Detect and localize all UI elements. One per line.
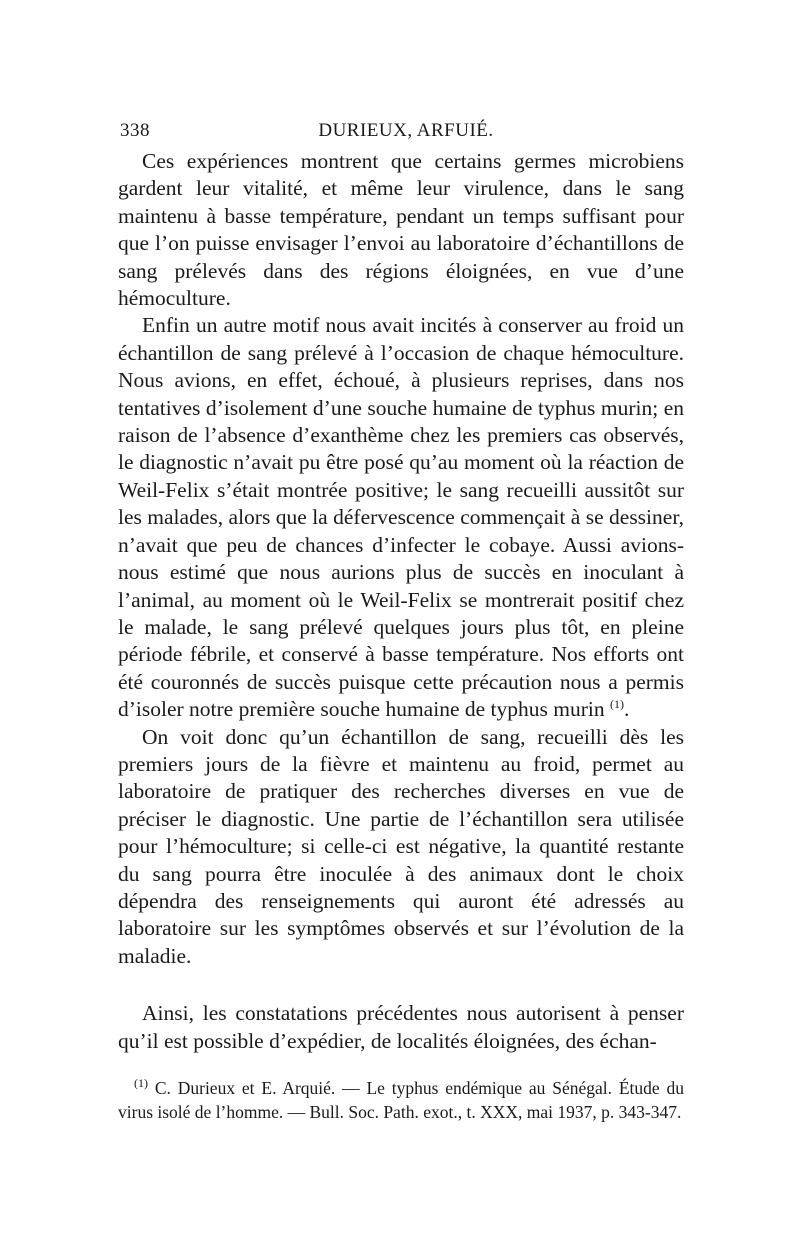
paragraph-3: On voit donc qu’un échantillon de sang, recueilli dès les premiers jours de la fièvre et maintenu au froid, permet au laboratoire de pratiquer des recherches diverses en vue de préciser le diagnostic. Une partie de l’échantillon sera utilisée pour l’hémoculture; si celle-ci est négative, la quantité restante du sang pourra être inoculée à des animaux dont le choix dépendra des renseignements qui auront été adressés au laboratoire sur les symptômes observés et sur l’évolution de la maladie. bbox=[118, 724, 684, 968]
footnote-separator bbox=[118, 1055, 684, 1077]
footnote bbox=[118, 1077, 684, 1124]
paragraph-2-end: . bbox=[623, 697, 630, 722]
footnote-marker: (1) bbox=[134, 1076, 148, 1091]
footnote-text: C. Durieux et E. Arquié. — Le typhus endémique au Sénégal. Étude du virus isolé de l’homme. — Bull. Soc. Path. exot., t. XXX, mai 1937, p. 343-347. bbox=[118, 1078, 685, 1122]
footnote-reference[interactable]: (1) bbox=[609, 696, 624, 711]
page-number: 338 bbox=[120, 120, 150, 141]
paragraph-2 bbox=[118, 312, 684, 723]
paragraph-gap bbox=[118, 970, 684, 1000]
paragraph-1: Ces expériences montrent que certains germes microbiens gardent leur vitalité, et même leur virulence, dans le sang maintenu à basse température, pendant un temps suffisant pour que l’on puisse envisager l’envoi au laboratoire d’échantillons de sang prélevés dans des régions éloignées, en vue d’une hémoculture. bbox=[118, 149, 684, 311]
document-page bbox=[118, 114, 684, 1124]
paragraph-2-text: Enfin un autre motif nous avait incités à conserver au froid un échantillon de sang prélevé à l’occasion de chaque hémoculture. Nous avions, en effet, échoué, à plusieurs reprises, dans nos tentatives d’isolement d’une souche humaine de typhus murin; en raison de l’absence d’exanthème chez les premiers cas observés, le diagnostic n’avait pu être posé qu’au moment où la réaction de Weil-Felix s’était montrée positive; le sang recueilli aussitôt sur les malades, alors que la défervescence commençait à se dessiner, n’avait que peu de chances d’infecter le cobaye. Aussi avions-nous estimé que nous aurions plus de succès en inoculant à l’animal, au moment où le Weil-Felix se montrerait positif chez le malade, le sang prélevé quelques jours plus tôt, en pleine période fébrile, et conservé à basse température. Nos efforts ont été couronnés de succès puisque cette précaution nous a permis d’isoler notre première souche humaine de typhus murin bbox=[118, 313, 684, 722]
running-title: DURIEUX, ARFUIÉ. bbox=[318, 120, 494, 141]
page-header bbox=[118, 114, 684, 148]
paragraph-4: Ainsi, les constatations précédentes nous autorisent à penser qu’il est possible d’expédier, de localités éloignées, des échan- bbox=[118, 1001, 684, 1053]
